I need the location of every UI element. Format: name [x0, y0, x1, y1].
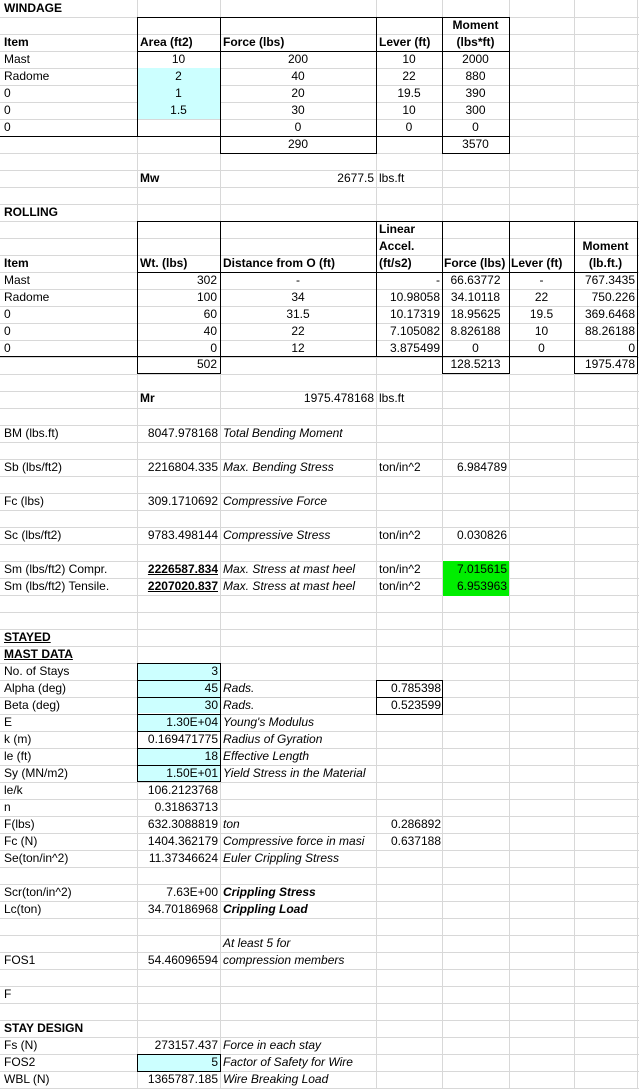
- rolling-row-lever[interactable]: 19.5: [529, 307, 554, 321]
- rolling-header-wt: Wt. (lbs): [140, 256, 188, 270]
- gridline: [0, 544, 639, 545]
- rolling-header-accel-2: Accel.: [379, 239, 415, 253]
- gridline: [0, 204, 639, 205]
- gridline: [0, 1020, 639, 1021]
- windage-row-moment[interactable]: 390: [465, 86, 486, 100]
- gridline: [0, 1003, 639, 1004]
- beta-label: Beta (deg): [4, 698, 61, 712]
- fc-desc: Compressive Force: [223, 494, 328, 508]
- stay-design-title: STAY DESIGN: [4, 1021, 84, 1035]
- windage-row-area[interactable]: 2: [175, 69, 182, 83]
- sm-tensile-converted[interactable]: 6.953963: [456, 579, 507, 593]
- rolling-row-item: 0: [4, 307, 11, 321]
- fc-n-value[interactable]: 1404.362179: [147, 834, 218, 848]
- gridline: [0, 408, 639, 409]
- sm-tensile-desc: Max. Stress at mast heel: [223, 579, 356, 593]
- fs-desc: Force in each stay: [223, 1038, 322, 1052]
- fos1-value[interactable]: 54.46096594: [147, 953, 218, 967]
- fos1-label: FOS1: [4, 953, 36, 967]
- k-value[interactable]: 0.169471775: [147, 732, 218, 746]
- fc-value[interactable]: 309.1710692: [147, 494, 218, 508]
- rolling-header-accel-1: Linear: [379, 222, 416, 236]
- stays-label: No. of Stays: [4, 664, 70, 678]
- gridline: [0, 629, 639, 630]
- rolling-row-distance[interactable]: 31.5: [286, 307, 310, 321]
- gridline: [0, 187, 639, 188]
- windage-row-moment[interactable]: 300: [465, 103, 486, 117]
- gridline: [0, 986, 639, 987]
- n-value[interactable]: 0.31863713: [154, 800, 218, 814]
- le-label: le (ft): [4, 749, 32, 763]
- windage-row-moment[interactable]: 0: [472, 120, 479, 134]
- n-label: n: [4, 800, 11, 814]
- gridline: [0, 867, 639, 868]
- scr-value[interactable]: 7.63E+00: [166, 885, 218, 899]
- rolling-row-item: 0: [4, 324, 11, 338]
- wbl-label: WBL (N): [4, 1072, 50, 1086]
- sm-tensile-label: Sm (lbs/ft2) Tensile.: [4, 579, 110, 593]
- fc-label: Fc (lbs): [4, 494, 44, 508]
- rolling-row-accel[interactable]: 10.17319: [389, 307, 440, 321]
- stays-input[interactable]: 3: [211, 664, 218, 678]
- gridline: [0, 816, 639, 817]
- fc-n-converted[interactable]: 0.637188: [390, 834, 441, 848]
- lek-label: le/k: [4, 783, 23, 797]
- rolling-row-wt[interactable]: 0: [210, 341, 217, 355]
- rolling-header-force: Force (lbs): [444, 256, 506, 270]
- beta-rads[interactable]: 0.523599: [390, 698, 441, 712]
- gridline: [0, 697, 639, 698]
- sc-unit: ton/in^2: [379, 528, 421, 542]
- windage-row-force[interactable]: 0: [294, 120, 302, 134]
- windage-title: WINDAGE: [4, 1, 62, 15]
- windage-row-force[interactable]: 40: [291, 69, 305, 83]
- gridline: [0, 238, 639, 239]
- rolling-total-moment[interactable]: 1975.478: [584, 357, 635, 371]
- windage-row-area[interactable]: [137, 120, 220, 135]
- windage-row-lever[interactable]: 10: [402, 103, 416, 117]
- windage-header-force: Force (lbs): [223, 35, 285, 49]
- rolling-title: ROLLING: [4, 205, 58, 219]
- f-lbs-label: F(lbs): [4, 817, 35, 831]
- gridline: [0, 442, 639, 443]
- fs-value[interactable]: 273157.437: [154, 1038, 218, 1052]
- fos2-label: FOS2: [4, 1055, 36, 1069]
- windage-row-lever[interactable]: 10: [402, 52, 416, 66]
- bm-label: BM (lbs.ft): [4, 426, 59, 440]
- f-lbs-unit: ton: [223, 817, 240, 831]
- rolling-row-distance[interactable]: 12: [291, 341, 305, 355]
- gridline: [0, 918, 639, 919]
- rolling-row-accel[interactable]: 3.875499: [389, 341, 440, 355]
- gridline: [0, 935, 639, 936]
- bm-value[interactable]: 8047.978168: [147, 426, 218, 440]
- rolling-row-moment[interactable]: 750.226: [591, 290, 635, 304]
- rolling-row-lever[interactable]: 0: [538, 341, 545, 355]
- rolling-row-moment[interactable]: 767.3435: [584, 273, 635, 287]
- sm-compr-desc: Max. Stress at mast heel: [223, 562, 356, 576]
- rolling-total-force[interactable]: 128.5213: [450, 357, 501, 371]
- rolling-row-force[interactable]: 34.10118: [450, 290, 501, 304]
- rolling-row-accel[interactable]: -: [436, 273, 440, 287]
- fc-n-desc: Compressive force in masi: [223, 834, 365, 848]
- mw-label: Mw: [140, 171, 160, 185]
- gridline: [0, 901, 639, 902]
- rolling-row-wt[interactable]: 60: [203, 307, 217, 321]
- alpha-rads[interactable]: 0.785398: [390, 681, 441, 695]
- fc-n-label: Fc (N): [4, 834, 38, 848]
- se-label: Se(ton/in^2): [4, 851, 69, 865]
- gridline: [0, 799, 639, 800]
- windage-row-lever[interactable]: 0: [405, 120, 413, 134]
- rolling-row-lever[interactable]: 10: [534, 324, 549, 338]
- se-desc: Euler Crippling Stress: [223, 851, 340, 865]
- windage-total-force[interactable]: 290: [287, 137, 309, 151]
- rolling-row-distance[interactable]: -: [296, 273, 300, 287]
- rolling-row-force[interactable]: 8.826188: [450, 324, 501, 338]
- windage-row-item: 0: [4, 120, 11, 134]
- windage-row-force[interactable]: 200: [287, 52, 309, 66]
- sm-compr-value[interactable]: 2226587.834: [147, 562, 218, 576]
- gridline: [0, 612, 639, 613]
- alpha-label: Alpha (deg): [4, 681, 67, 695]
- rolling-row-moment[interactable]: 369.6468: [584, 307, 635, 321]
- windage-header-moment-unit: (lbs*ft): [456, 35, 495, 49]
- windage-row-item: Radome: [4, 69, 50, 83]
- rolling-header-item: Item: [4, 256, 29, 270]
- gridline: [0, 680, 639, 681]
- rolling-row-force[interactable]: 0: [472, 341, 479, 355]
- sy-input[interactable]: 1.50E+01: [166, 766, 218, 780]
- mast-data-title: MAST DATA: [4, 647, 73, 661]
- windage-header-item: Item: [4, 35, 29, 49]
- e-input[interactable]: 1.30E+04: [166, 715, 218, 729]
- gridline: [0, 714, 639, 715]
- k-desc: Radius of Gyration: [223, 732, 323, 746]
- le-input[interactable]: 18: [204, 749, 218, 763]
- lc-desc: Crippling Load: [223, 902, 308, 916]
- sb-unit: ton/in^2: [379, 460, 421, 474]
- sm-compr-converted[interactable]: 7.015615: [456, 562, 507, 576]
- mw-unit: lbs.ft: [379, 171, 405, 185]
- sb-converted[interactable]: 6.984789: [456, 460, 507, 474]
- rolling-row-item: 0: [4, 341, 11, 355]
- rolling-row-item: Radome: [4, 290, 50, 304]
- sy-desc: Yield Stress in the Material: [223, 766, 366, 780]
- windage-header-area: Area (ft2): [140, 35, 193, 49]
- windage-row-item: Mast: [4, 52, 31, 66]
- sm-compr-unit: ton/in^2: [379, 562, 421, 576]
- lc-value[interactable]: 34.70186968: [147, 902, 218, 916]
- sc-value[interactable]: 9783.498144: [147, 528, 218, 542]
- bm-desc: Total Bending Moment: [223, 426, 343, 440]
- sc-desc: Compressive Stress: [223, 528, 331, 542]
- rolling-row-wt[interactable]: 100: [196, 290, 217, 304]
- le-desc: Effective Length: [223, 749, 310, 763]
- rolling-row-accel[interactable]: 7.105082: [389, 324, 440, 338]
- wbl-value[interactable]: 1365787.185: [147, 1072, 218, 1086]
- lc-label: Lc(ton): [4, 902, 42, 916]
- beta-input[interactable]: 30: [204, 698, 218, 712]
- sb-label: Sb (lbs/ft2): [4, 460, 63, 474]
- fos2-desc: Factor of Safety for Wire: [223, 1055, 353, 1069]
- gridline: [0, 646, 639, 647]
- sb-desc: Max. Bending Stress: [223, 460, 334, 474]
- sm-tensile-unit: ton/in^2: [379, 579, 421, 593]
- rolling-row-force[interactable]: 18.95625: [450, 307, 501, 321]
- rolling-row-moment[interactable]: 88.26188: [584, 324, 635, 338]
- rolling-row-accel[interactable]: 10.98058: [389, 290, 440, 304]
- windage-row-area[interactable]: 1: [175, 86, 182, 100]
- gridline: [0, 374, 639, 375]
- f-label: F: [4, 987, 12, 1001]
- windage-row-force[interactable]: 20: [291, 86, 305, 100]
- windage-total-moment[interactable]: 3570: [462, 137, 489, 151]
- gridline: [0, 476, 639, 477]
- rolling-header-moment: Moment: [582, 239, 629, 253]
- windage-header-lever: Lever (ft): [379, 35, 431, 49]
- rolling-row-lever[interactable]: -: [539, 273, 544, 287]
- rolling-row-distance[interactable]: 22: [291, 324, 305, 338]
- rolling-total-wt[interactable]: 502: [196, 357, 217, 371]
- e-label: E: [4, 715, 13, 729]
- rolling-row-wt[interactable]: 302: [196, 273, 217, 287]
- fos1-note-2: compression members: [223, 953, 345, 967]
- scr-desc: Crippling Stress: [223, 885, 316, 899]
- windage-row-lever[interactable]: 22: [402, 69, 416, 83]
- gridline: [0, 34, 639, 35]
- gridline: [0, 782, 639, 783]
- windage-row-lever[interactable]: 19.5: [397, 86, 421, 100]
- sb-value[interactable]: 2216804.335: [147, 460, 218, 474]
- fs-label: Fs (N): [4, 1038, 38, 1052]
- gridline: [0, 357, 639, 358]
- f-ton-value[interactable]: 0.286892: [390, 817, 441, 831]
- windage-row-moment[interactable]: 2000: [462, 52, 489, 66]
- rolling-header-moment-unit: (lb.ft.): [588, 256, 623, 270]
- rolling-row-wt[interactable]: 40: [203, 324, 217, 338]
- rolling-row-lever[interactable]: 22: [534, 290, 549, 304]
- alpha-unit: Rads.: [223, 681, 255, 695]
- fos1-note-1: At least 5 for: [223, 936, 291, 950]
- se-value[interactable]: 11.37346624: [148, 851, 218, 865]
- windage-row-area[interactable]: 1.5: [170, 103, 187, 117]
- rolling-row-moment[interactable]: 0: [628, 341, 635, 355]
- windage-row-item: 0: [4, 86, 11, 100]
- stayed-title: STAYED: [4, 630, 51, 644]
- fos2-input[interactable]: 5: [211, 1055, 218, 1069]
- windage-header-moment: Moment: [452, 18, 499, 32]
- sc-converted[interactable]: 0.030826: [456, 528, 507, 542]
- rolling-header-accel-3: (ft/s2): [379, 256, 412, 270]
- lek-value[interactable]: 106.2123768: [147, 783, 218, 797]
- gridline: [0, 748, 639, 749]
- beta-unit: Rads.: [223, 698, 255, 712]
- windage-row-area[interactable]: 10: [171, 52, 186, 66]
- sm-tensile-value[interactable]: 2207020.837: [147, 579, 218, 593]
- sy-label: Sy (MN/m2): [4, 766, 68, 780]
- windage-row-item: 0: [4, 103, 11, 117]
- gridline: [0, 595, 639, 596]
- wbl-desc: Wire Breaking Load: [223, 1072, 329, 1086]
- k-label: k (m): [4, 732, 32, 746]
- sm-compr-label: Sm (lbs/ft2) Compr.: [4, 562, 108, 576]
- f-lbs-value[interactable]: 632.3088819: [147, 817, 218, 831]
- rolling-row-force[interactable]: 66.63772: [450, 273, 501, 287]
- rolling-header-distance: Distance from O (ft): [223, 256, 336, 270]
- rolling-row-distance[interactable]: 34: [291, 290, 305, 304]
- gridline: [0, 884, 639, 885]
- mr-label: Mr: [140, 391, 155, 405]
- scr-label: Scr(ton/in^2): [4, 885, 72, 899]
- gridline: [0, 510, 639, 511]
- rolling-header-lever: Lever (ft): [511, 256, 563, 270]
- gridline: [0, 969, 639, 970]
- rolling-row-item: Mast: [4, 273, 31, 287]
- mr-value[interactable]: 1975.478168: [303, 391, 374, 405]
- mw-value[interactable]: 2677.5: [337, 171, 374, 185]
- windage-row-moment[interactable]: 880: [465, 69, 486, 83]
- gridline: [0, 663, 639, 664]
- e-desc: Young's Modulus: [223, 715, 315, 729]
- alpha-input[interactable]: 45: [204, 681, 218, 695]
- windage-row-force[interactable]: 30: [291, 103, 305, 117]
- mr-unit: lbs.ft: [379, 391, 405, 405]
- sc-label: Sc (lbs/ft2): [4, 528, 62, 542]
